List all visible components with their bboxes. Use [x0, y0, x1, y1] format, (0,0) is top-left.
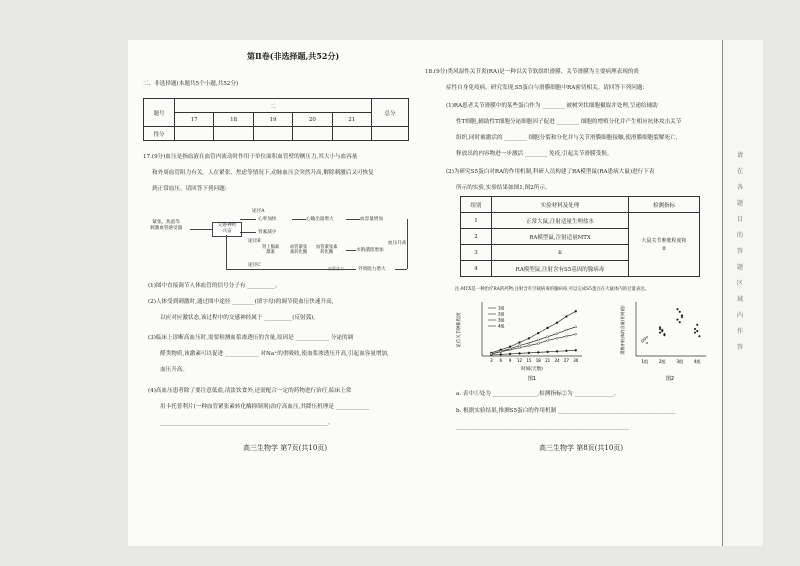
diagram-flow: 血容量增加: [360, 217, 383, 222]
diagram-cardiac-output: 心输出量增大: [306, 217, 334, 222]
score-label-er: 二: [175, 99, 372, 113]
figure2-point: [661, 330, 663, 332]
figure1-point: [509, 346, 511, 348]
figure1-point: [547, 351, 549, 353]
figure1-point: [565, 335, 567, 337]
figure1-point: [547, 339, 549, 341]
figure2-point: [696, 330, 698, 332]
figure1-point: [565, 329, 567, 331]
figure2-point: [696, 324, 698, 326]
q17-line: 和外周血管阻力有关。人在紧张、焦虑等情况下,动脉血压会突然升高,解除刺激后又可恢复: [152, 170, 374, 176]
figure2-point: [679, 321, 681, 323]
figure2-point: [664, 333, 666, 335]
q18-part1c: 组织,同时被激活的 ________ 细胞分裂和分化并与关节滑膜细胞接触,使滑膜细胞裂解死亡,: [456, 135, 678, 141]
q18-part2b: 所示的实验,实验结果如图1,图2所示。: [456, 185, 551, 191]
q18-part-b: b. 根据实验结果,推测S5蛋白的作用机制 __________________________________________: [456, 408, 676, 414]
score-cell[interactable]: [293, 127, 332, 141]
figure1-legend-label: 3组: [498, 317, 505, 323]
diagram-bp-up: 血压升高: [388, 241, 407, 246]
score-cell[interactable]: [332, 127, 371, 141]
figure1-point: [537, 351, 539, 353]
figure1-point: [519, 352, 521, 354]
q17-part4b: 用卡托普利片(一种血管紧张素转化酶抑制剂)治疗高血压,其降压机理是 ____________: [160, 404, 370, 410]
section-title: 二、非选择题(本题共5个小题,共52分): [143, 81, 239, 87]
figure1-point: [537, 343, 539, 345]
figure2-category-label: 3组: [676, 359, 684, 364]
figure1-point: [500, 353, 502, 355]
figure2-point: [659, 328, 661, 330]
diagram-tension: 血管张力: [328, 266, 344, 271]
figure1-ylabel: 足爪关节肿胀程度: [457, 312, 462, 348]
figure2-point: [694, 328, 696, 330]
diagram-resist: 外周阻力增大: [358, 267, 386, 272]
q18-part1d: 释放出的内容物进一步激活 ________ 免疫,引起关节滑膜受损。: [456, 151, 613, 157]
score-label-total: 总分: [372, 99, 409, 127]
figure2-point: [677, 319, 679, 321]
margin-char: 请: [737, 152, 744, 159]
figure1-point: [556, 333, 558, 335]
diagram-path-c: 途径C: [248, 263, 261, 268]
figure2-category-label: 2组: [658, 359, 666, 364]
exp-header-group: 组别: [461, 197, 492, 213]
figure1-point: [565, 315, 567, 317]
part-title: 第Ⅱ卷(非选择题,共52分): [247, 51, 340, 61]
margin-char: 作: [737, 328, 744, 335]
figure2-point: [659, 332, 661, 334]
figure1-legend-label: 1组: [498, 305, 505, 311]
q18-line: 18.(9分)类风湿性关节炎(RA)是一种以关节软组织滑膜、关节滑膜为主要病理表现的炎: [425, 69, 640, 75]
figure2-category-label: 1组: [641, 359, 649, 364]
figure2-point: [677, 308, 679, 310]
figure1-xtick: 24: [554, 358, 560, 363]
q17-line: 17.(9分)血压是指血液在血管内流动时作用于单位面积血管壁的侧压力,其大小与血容量: [143, 154, 358, 160]
score-cell[interactable]: [253, 127, 292, 141]
figure2-point: [681, 316, 683, 318]
figure1-xtick: 15: [526, 358, 532, 363]
figure1-series-line: [491, 327, 575, 354]
figure1-xtick: 27: [563, 358, 569, 363]
figure1-point: [547, 336, 549, 338]
answer-margin-strip: [722, 40, 763, 546]
figure1-xlabel: 时间(天数): [521, 367, 543, 372]
experiment-table: [460, 196, 700, 277]
margin-char: 题: [737, 200, 744, 207]
figure1-point: [575, 349, 577, 351]
figure1-xtick: 3: [490, 358, 493, 363]
exp-group: 4: [461, 261, 492, 277]
figure2-point: [694, 332, 696, 334]
q17-part4c: ____________________________________________________________。: [160, 420, 334, 426]
diagram-node-sym: 交感神经 兴奋: [212, 222, 242, 237]
figure1-point: [537, 332, 539, 334]
q18-part1b: 性T细胞,辅助性T细胞分泌细胞因子促进 ________ 细胞的增殖分化并产生相应抗体攻击关节: [456, 119, 682, 125]
q17-part4a: (4)高血压患者除了要注意低盐,清淡饮食外,还需配合一定的药物进行治疗,临床上常: [148, 388, 352, 394]
q18-part1a: (1)RA患者关节滑膜中的某些蛋白作为 ________ 被树突状细胞摄取并处理,呈递给辅助: [446, 103, 658, 109]
margin-char: 答: [737, 344, 744, 351]
score-num-19: 19: [253, 113, 292, 127]
figure1-xtick: 21: [545, 358, 551, 363]
figure1-point: [556, 350, 558, 352]
exp-material: RA模型鼠,注射适量MTX: [492, 229, 629, 245]
exp-material: 正常大鼠,注射适量生理盐水: [492, 213, 629, 229]
figure1-point: [509, 353, 511, 355]
figure1-point: [575, 310, 577, 312]
figure1-point: [556, 337, 558, 339]
q17-part3a: (3)临床上诊断高血压时,需要检测血浆渗透压的含量,原因是 ____________ 分泌的调: [148, 335, 354, 341]
figure1-xtick: 30: [573, 358, 579, 363]
q17-part3c: 血压升高。: [160, 367, 188, 373]
figure2-point: [644, 337, 646, 339]
diagram-hormone: 肾上腺素 激素: [262, 245, 280, 255]
footer-left: 高三生物学 第7页(共10页): [243, 444, 328, 452]
figure1-point: [500, 350, 502, 352]
figure1-xtick: 12: [516, 358, 523, 363]
q17-part1: (1)图中直接调节人体血管的信号分子有 __________。: [148, 283, 281, 289]
figure1-point: [556, 322, 558, 324]
score-table: [143, 98, 409, 141]
score-num-18: 18: [214, 113, 253, 127]
score-num-21: 21: [332, 113, 371, 127]
margin-char: 区: [737, 280, 744, 287]
margin-char: 内: [737, 312, 744, 319]
score-num-20: 20: [293, 113, 332, 127]
margin-char: 在: [737, 168, 744, 175]
table-note: 注:MTX是一种治疗RA的药物;注射含有空载病毒的腺病毒,可以完成S5蛋白在大鼠体内的过量表达。: [455, 287, 650, 292]
figure2-ylabel: 滑膜中抗体的含量(相对值): [620, 305, 625, 355]
diagram-kidney: 肾素减少: [258, 230, 277, 235]
figure1-point: [519, 347, 521, 349]
figure1-xtick: 6: [499, 358, 503, 363]
margin-char: 各: [737, 184, 744, 191]
figure1-point: [537, 339, 539, 341]
score-num-17: 17: [175, 113, 214, 127]
q18-part2a: (2)为研究S5蛋白对RA的作用机制,科研人员构建了RA模型鼠(RA患病大鼠)进行下表: [446, 169, 655, 175]
figure1-point: [565, 350, 567, 352]
score-cell[interactable]: [372, 127, 409, 141]
figure1-legend-label: 2组: [498, 311, 505, 317]
figure1-point: [575, 333, 577, 335]
figure2-caption: 图2: [665, 376, 675, 382]
diagram-retention: 水钠潴留增加: [356, 248, 384, 253]
exp-indicator: 大鼠关节肿胀程度和 ②: [629, 213, 700, 277]
score-cell[interactable]: [214, 127, 253, 141]
exp-header-material: 实验材料及处理: [492, 197, 629, 213]
figure1-point: [519, 341, 521, 343]
diagram-angio: 血管紧张素 转化酶: [316, 245, 338, 255]
score-label-defen: 得分: [144, 127, 175, 141]
margin-char: 题: [737, 264, 744, 271]
figure1-chart: [452, 296, 602, 386]
figure1-caption: 图1: [527, 376, 537, 382]
margin-char: 答: [737, 248, 744, 255]
exp-group: 2: [461, 229, 492, 245]
figure1-point: [528, 342, 530, 344]
q17-part3b: 醛类物质,该激素可以促进 ____________ 对Na⁺的重吸收,使血浆渗透压升高,引起血容量增加,: [160, 351, 389, 357]
figure1-point: [547, 327, 549, 329]
figure1-xtick: 18: [535, 358, 541, 363]
figure1-point: [509, 348, 511, 350]
figure1-xtick: 9: [508, 358, 512, 363]
q17-part2a: (2)人体受到刺激时,通过图中途径 ________(填字母)的调节使血压快速升高,: [148, 299, 334, 305]
score-cell[interactable]: [175, 127, 214, 141]
figure1-point: [490, 353, 492, 355]
figure2-point: [642, 340, 644, 342]
q18-part-b2: ______________________________________________________________: [456, 424, 630, 430]
margin-char: 的: [737, 232, 744, 239]
figure2-point: [699, 335, 701, 337]
q18-part-a: a. 表中①处为 ________________,检测指标②为 ______________。: [456, 391, 620, 397]
q17-line: 到正常血压。请回答下列问题:: [152, 186, 227, 192]
diagram-heart: 心率加快: [258, 217, 277, 222]
figure2-point: [646, 336, 648, 338]
footer-right: 高三生物学 第8页(共10页): [539, 444, 624, 452]
margin-char: 目: [737, 216, 744, 223]
margin-char: 域: [737, 296, 744, 303]
figure2-point: [679, 311, 681, 313]
diagram-vaso: 血管紧张 素转化酶: [290, 245, 308, 255]
diagram-path-a: 途径A: [252, 209, 265, 214]
exp-group: 1: [461, 213, 492, 229]
figure1-point: [519, 345, 521, 347]
q18-line: 症性自身免疫病。研究发现,S5蛋白与滑膜细胞中RA密切相关。请回答下列问题:: [446, 85, 645, 91]
figure1-point: [575, 326, 577, 328]
diagram-path-b: 途径B: [248, 239, 261, 244]
exp-group: 3: [461, 245, 492, 261]
figure1-legend-label: 4组: [498, 323, 505, 329]
exp-material: ①: [492, 245, 629, 261]
exp-material: RA模型鼠,注射含有S5基因的腺病毒: [492, 261, 629, 277]
figure1-point: [528, 345, 530, 347]
figure1-point: [528, 352, 530, 354]
figure1-point: [528, 337, 530, 339]
diagram-input: 紧张、焦虑等 刺激血管感受器: [150, 220, 183, 231]
figure2-chart: [618, 296, 708, 386]
score-label-tihao: 题号: [144, 99, 175, 127]
exp-header-indicator: 检测指标: [629, 197, 700, 213]
q17-part2b: 以应对应激状态,该过程中的交感神经属于 __________(反射弧)。: [160, 315, 319, 321]
figure2-category-label: 4组: [693, 359, 701, 364]
figure2-point: [646, 342, 648, 344]
